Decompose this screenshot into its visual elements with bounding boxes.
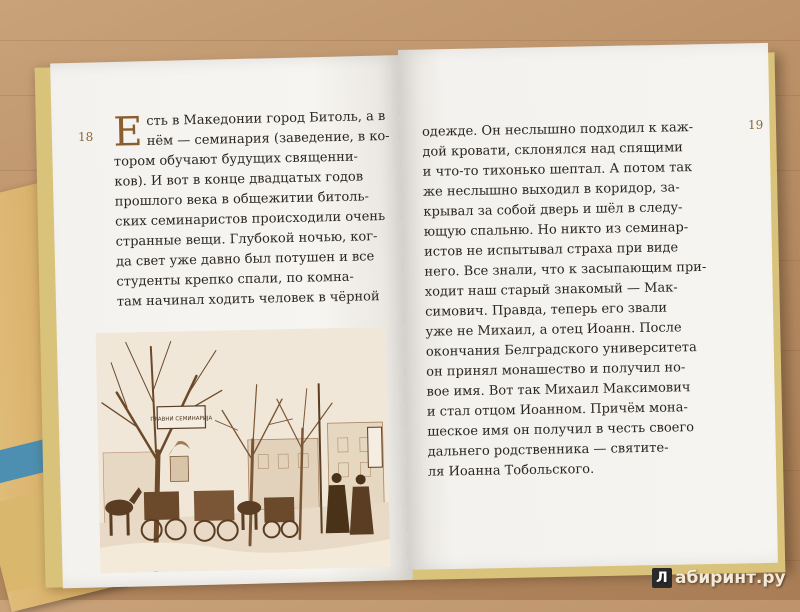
text-line: и что-то тихонько шептал. А потом так — [422, 160, 693, 180]
drop-cap: Е — [112, 109, 144, 156]
text-line: же неслышно выходил в коридор, за- — [422, 180, 680, 200]
text-line: дальнего родственника — святите- — [427, 440, 669, 460]
text-line: он принял монашество и получил но- — [426, 360, 686, 380]
text-line: истов не испытывал страха при виде — [424, 240, 679, 260]
text-line: да свет уже давно был потушен и все — [115, 249, 375, 270]
street-scene-illustration — [96, 327, 391, 573]
text-line: вое имя. Вот так Михаил Максимович — [426, 380, 691, 400]
text-line: нём — семинария (заведение, в ко- — [146, 128, 390, 149]
right-page-text — [422, 117, 748, 483]
right-page-number: 19 — [748, 118, 764, 132]
text-line: симович. Правда, теперь его звали — [425, 300, 668, 320]
text-line: ских семинаристов происходили очень — [115, 209, 386, 230]
watermark-text: абиринт.ру — [675, 568, 786, 588]
text-line: ходит наш старый знакомый — Мак- — [424, 280, 678, 300]
text-line: него. Все знали, что к засыпающим при- — [424, 259, 707, 280]
text-line: уже не Михаил, а отец Иоанн. После — [425, 320, 682, 340]
text-line: крывал за собой дверь и шёл в следу- — [423, 200, 683, 220]
text-line: и стал отцом Иоанном. Причём мона- — [426, 400, 688, 420]
text-line: ля Иоанна Тобольского. — [427, 461, 595, 480]
text-line: ющую спальню. Но никто из семинар- — [423, 220, 689, 240]
site-watermark — [652, 565, 786, 591]
text-line: шеское имя он получил в честь своего — [427, 420, 695, 440]
watermark-logo-icon: Л — [652, 568, 672, 588]
text-line: окончания Белградского университета — [425, 340, 697, 360]
text-line: ков). И вот в конце двадцатых годов — [114, 169, 364, 190]
text-line: одежде. Он неслышно подходил к каж- — [421, 120, 694, 140]
text-line: дой кровати, склонялся над спящими — [422, 140, 684, 160]
text-line: студенты крепко спали, по комна- — [116, 269, 355, 290]
left-page-number: 18 — [78, 130, 94, 144]
text-line: странные вещи. Глубокой ночью, ког- — [115, 229, 378, 250]
left-page-text — [112, 107, 390, 312]
text-line: там начинал ходить человек в чёрной — [116, 289, 380, 310]
text-line: прошлого века в общежитии битоль- — [114, 189, 370, 210]
illustration-sign-text: ПРАВНИ СЕМИНАРИЈА — [150, 415, 213, 423]
text-line: сть в Македонии город Битоль, а в — [146, 108, 386, 129]
text-line: тором обучают будущих священни- — [113, 149, 359, 170]
